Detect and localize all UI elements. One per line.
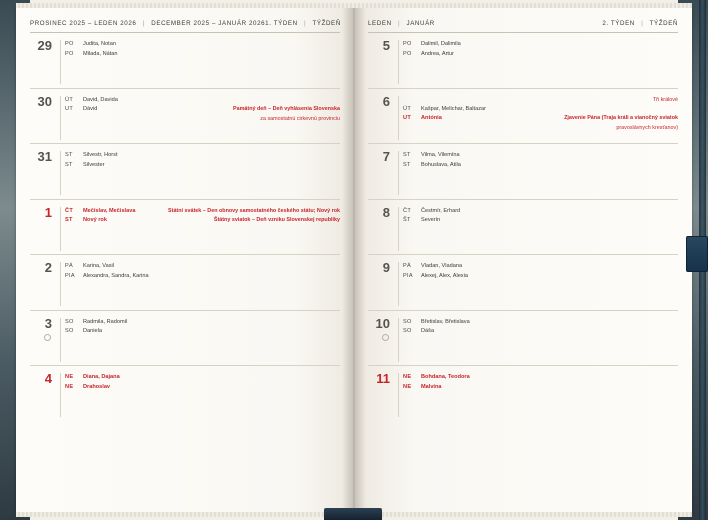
nameday-line [65, 40, 340, 50]
weekday-abbr: PIA [403, 272, 413, 279]
nameday-line [403, 216, 678, 226]
weekday-abbr: ST [403, 161, 411, 168]
nameday-names: Vladan, Vladana [421, 263, 463, 269]
day-number: 6 [382, 93, 390, 109]
day-number: 10 [368, 318, 398, 341]
nameday-line [65, 272, 340, 282]
nameday-names: Judita, Notan [83, 41, 116, 47]
weekday-abbr: PO [403, 50, 412, 57]
day-number: 3 [30, 318, 60, 341]
day-row[interactable] [368, 255, 678, 311]
nameday-line [403, 161, 678, 171]
weekday-abbr: PO [65, 41, 74, 47]
weekday-abbr: PO [65, 50, 74, 57]
nameday-names: Alexandra, Sandra, Karina [83, 272, 149, 279]
day-row[interactable] [368, 200, 678, 256]
nameday-names: Mečislav, Mečislava [83, 207, 136, 214]
right-day-list [368, 33, 678, 422]
weekday-abbr: ST [403, 152, 411, 158]
day-number: 5 [382, 38, 390, 53]
day-row[interactable] [368, 311, 678, 367]
day-row[interactable] [368, 89, 678, 145]
nameday-line [403, 50, 678, 60]
nameday-line [403, 373, 678, 383]
day-entry-area[interactable] [398, 207, 678, 251]
nameday-names: Karina, Vasil [83, 263, 114, 269]
day-row[interactable] [30, 200, 340, 256]
day-row[interactable] [30, 311, 340, 367]
day-number: 29 [37, 38, 52, 53]
day-entry-area[interactable] [398, 262, 678, 306]
day-row[interactable] [30, 255, 340, 311]
nameday-names: Dalimil, Dalimila [421, 41, 461, 47]
day-entry-area[interactable] [398, 40, 678, 84]
nameday-line [65, 96, 340, 106]
weekday-abbr: PÁ [65, 263, 74, 269]
holiday-note-top: Tři králové [652, 96, 678, 103]
nameday-line [403, 40, 678, 50]
weekday-abbr: NE [403, 374, 412, 380]
weekday-abbr: ČT [403, 207, 412, 214]
day-row[interactable] [30, 89, 340, 145]
left-header-week-cz: 1. TÝDEN [265, 20, 298, 27]
weekday-abbr: SO [65, 328, 74, 334]
nameday-names: David, Davida [83, 96, 118, 103]
weekday-abbr: ÚT [403, 105, 412, 112]
day-entry-area[interactable] [60, 262, 340, 306]
day-entry-area[interactable] [60, 40, 340, 84]
nameday-names: Severín [421, 217, 441, 223]
nameday-names: Čestmír, Erhard [421, 207, 461, 214]
day-number: 11 [376, 371, 390, 386]
weekday-abbr: ST [65, 161, 73, 168]
day-number: 7 [382, 149, 390, 164]
day-number: 8 [382, 204, 390, 220]
page-block [16, 8, 692, 512]
day-entry-area[interactable] [398, 373, 678, 417]
left-page-header [30, 20, 340, 33]
nameday-line [403, 207, 678, 217]
header-divider-icon-3: | [397, 20, 401, 27]
nameday-names: Drahoslav [83, 383, 111, 390]
nameday-names: Alexej, Alex, Alexia [421, 272, 468, 279]
left-header-week-sk: TÝŽDEŇ [312, 20, 341, 27]
right-header-week-sk: TÝŽDEŇ [649, 20, 678, 27]
day-entry-area[interactable] [60, 318, 340, 362]
day-entry-area[interactable] [60, 96, 340, 140]
day-row[interactable] [30, 33, 340, 89]
day-row[interactable] [30, 144, 340, 200]
nameday-line [65, 373, 340, 383]
right-page-header [368, 20, 678, 33]
weekday-abbr: PIA [65, 272, 75, 279]
nameday-names: Bohuslava, Atila [421, 161, 461, 168]
nameday-names: Silvester [83, 161, 105, 168]
nameday-line [403, 262, 678, 272]
day-row[interactable] [30, 366, 340, 422]
nameday-line [403, 327, 678, 337]
nameday-names: Nový rok [83, 217, 107, 223]
holiday-note: Zjavenie Pána (Traja králi a vianočný sviatok [564, 115, 678, 121]
day-entry-area[interactable] [398, 151, 678, 195]
nameday-names: Dávid [83, 106, 98, 112]
right-header-month-cz: LEDEN [368, 20, 392, 27]
header-divider-icon-2: | [304, 20, 307, 27]
day-row[interactable] [368, 144, 678, 200]
nameday-names: Antónia [421, 115, 442, 121]
nameday-line [65, 151, 340, 161]
nameday-names: Andrea, Artur [421, 50, 454, 57]
left-header-month-cz: PROSINEC 2025 – LEDEN 2026 [30, 20, 137, 27]
day-entry-area[interactable] [60, 151, 340, 195]
day-row[interactable] [368, 366, 678, 422]
nameday-line [403, 151, 678, 161]
right-page [354, 8, 692, 512]
day-number: 31 [37, 149, 52, 164]
day-number: 9 [382, 260, 390, 275]
weekday-abbr: PÁ [403, 263, 412, 269]
nameday-names: Radmila, Radomil [83, 318, 128, 325]
nameday-line [403, 105, 678, 115]
header-divider-icon: | [142, 20, 145, 27]
weekday-abbr: ČT [65, 207, 74, 214]
day-row[interactable] [368, 33, 678, 89]
nameday-line [403, 114, 678, 124]
nameday-line [403, 318, 678, 328]
day-entry-area[interactable] [398, 96, 678, 140]
nameday-names: Daniela [83, 328, 102, 334]
nameday-line [65, 50, 340, 60]
holiday-note: Pamätný deň – Deň vyhlásenia Slovenska [233, 106, 340, 112]
moon-phase-icon [382, 334, 389, 341]
left-day-list [30, 33, 340, 422]
nameday-names: Bohdana, Teodora [421, 374, 470, 380]
moon-phase-icon [44, 334, 51, 341]
day-number: 4 [44, 371, 52, 386]
weekday-abbr: SO [403, 318, 412, 325]
nameday-line [65, 262, 340, 272]
weekday-abbr: SO [403, 328, 412, 334]
left-page [16, 8, 354, 512]
weekday-abbr: UT [403, 115, 412, 121]
holiday-note-continuation: pravoslávnych kresťanov) [616, 124, 678, 131]
nameday-names: Dáša [421, 328, 435, 334]
nameday-names: Diana, Dajana [83, 374, 120, 380]
day-entry-area[interactable] [60, 373, 340, 417]
day-number: 2 [44, 260, 52, 275]
right-header-week-cz: 2. TÝDEN [602, 20, 635, 27]
nameday-names: Silvestr, Horst [83, 152, 118, 158]
weekday-abbr: NE [65, 383, 74, 390]
nameday-line [65, 105, 340, 115]
weekday-abbr: PO [403, 41, 412, 47]
day-entry-area[interactable] [60, 207, 340, 251]
weekday-abbr: ŠT [403, 217, 411, 223]
nameday-names: Vilma, Vilemína [421, 152, 460, 158]
nameday-names: Malvína [421, 383, 442, 390]
weekday-abbr: ST [65, 217, 73, 223]
day-number: 30 [37, 93, 52, 109]
day-entry-area[interactable] [398, 318, 678, 362]
left-header-month-sk: DECEMBER 2025 – JANUÁR 2026 [151, 20, 266, 27]
nameday-names: Břetislav, Břetislava [421, 318, 470, 325]
nameday-line [65, 216, 340, 226]
holiday-note-continuation: za samostatnú cirkevnú provinciu [260, 115, 340, 122]
weekday-abbr: ÚT [65, 96, 74, 103]
weekday-abbr: NE [403, 383, 412, 390]
bookmark-ribbon [686, 236, 708, 272]
holiday-note: Státní svátek – Den obnovy samostatného českého státu; Nový rok [168, 207, 340, 214]
nameday-names: Kašpar, Melichar, Baltazar [421, 105, 486, 112]
nameday-line [65, 207, 340, 217]
day-number: 1 [44, 204, 52, 220]
nameday-line [65, 383, 340, 393]
nameday-line [65, 327, 340, 337]
nameday-names: Milada, Nátan [83, 50, 118, 57]
bottom-closure-strap [324, 508, 382, 520]
nameday-line [403, 272, 678, 282]
right-header-month-sk: JANUÁR [406, 20, 435, 27]
nameday-line [65, 318, 340, 328]
holiday-note: Štátny sviatok – Deň vzniku Slovenskej republiky [213, 217, 340, 223]
nameday-line [403, 383, 678, 393]
header-divider-icon-4: | [641, 20, 644, 27]
nameday-line [65, 161, 340, 171]
weekday-abbr: NE [65, 374, 74, 380]
weekday-abbr: SO [65, 318, 74, 325]
weekday-abbr: ST [65, 152, 73, 158]
weekday-abbr: UT [65, 106, 74, 112]
